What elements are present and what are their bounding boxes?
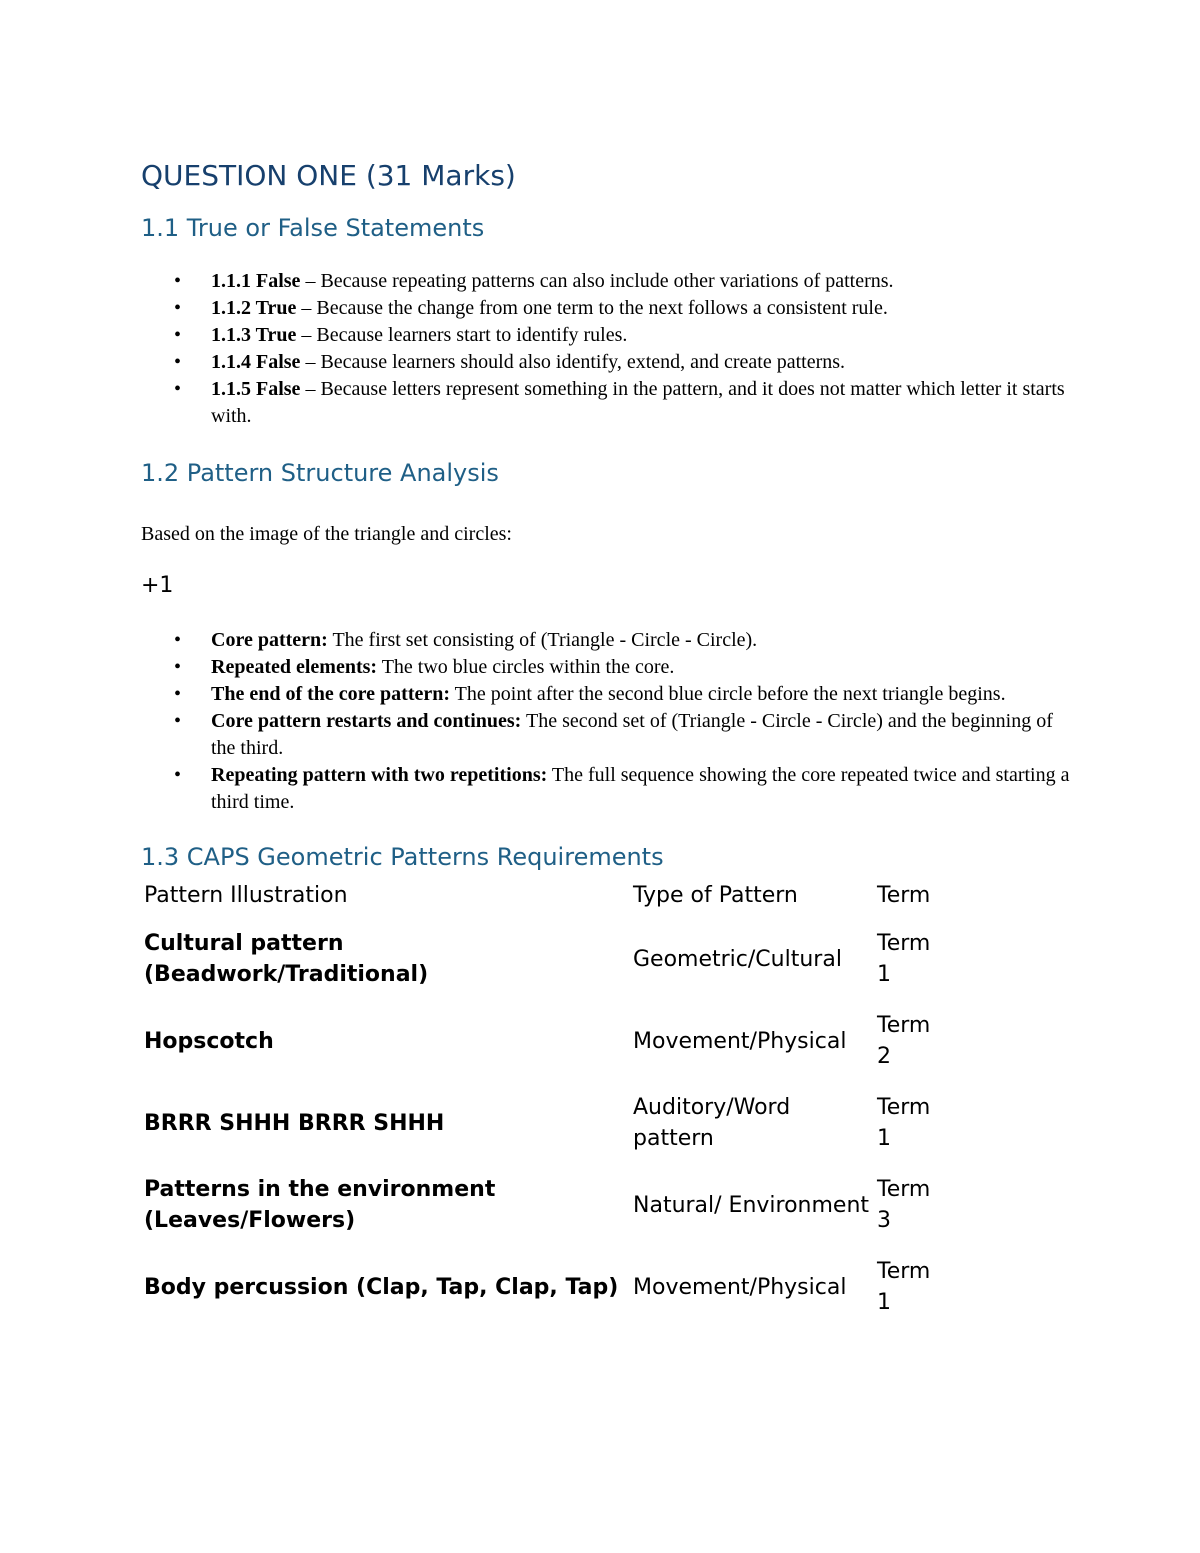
bullet-icon: •	[174, 378, 182, 400]
item-text: – Because learners start to identify rules.	[296, 324, 628, 346]
list-item	[141, 322, 1071, 349]
question-title: QUESTION ONE (31 Marks)	[141, 159, 516, 192]
bullet-icon: •	[174, 351, 182, 373]
list-item	[141, 708, 1071, 762]
list-item	[141, 654, 1071, 681]
list-item	[141, 376, 1071, 430]
bullet-icon: •	[174, 629, 182, 651]
table-cell: Geometric/Cultural	[633, 946, 842, 972]
table-cell: Term 1	[877, 1259, 931, 1315]
item-text: The second set of (Triangle - Circle - Circle) and the beginning of the third.	[211, 710, 1053, 759]
item-label: 1.1.4 False	[211, 351, 301, 373]
item-label: The end of the core pattern:	[211, 683, 451, 705]
table-cell: Cultural pattern (Beadwork/Traditional)	[144, 931, 429, 987]
item-label: Core pattern restarts and continues:	[211, 710, 522, 732]
item-text: – Because the change from one term to the next follows a consistent rule.	[296, 297, 888, 319]
table-cell: Auditory/Word pattern	[633, 1095, 791, 1151]
item-label: Repeated elements:	[211, 656, 378, 678]
table-cell: Hopscotch	[144, 1028, 274, 1054]
item-label: 1.1.2 True	[211, 297, 297, 319]
item-label: 1.1.1 False	[211, 270, 301, 292]
bullet-icon: •	[174, 297, 182, 319]
bullet-icon: •	[174, 324, 182, 346]
item-label: Core pattern:	[211, 629, 328, 651]
item-label: Repeating pattern with two repetitions:	[211, 764, 548, 786]
item-text: – Because learners should also identify, extend, and create patterns.	[300, 351, 846, 373]
table-cell: Movement/Physical	[633, 1274, 847, 1300]
section-1-1-heading: 1.1 True or False Statements	[141, 214, 485, 242]
item-label: 1.1.3 True	[211, 324, 297, 346]
item-text: The first set consisting of (Triangle - Circle - Circle).	[327, 629, 758, 651]
list-item	[141, 295, 1071, 322]
section-1-3-heading: 1.3 CAPS Geometric Patterns Requirements	[141, 843, 664, 871]
table-row	[142, 918, 952, 1000]
document-page	[141, 150, 1071, 1328]
bullet-icon: •	[174, 656, 182, 678]
item-text: – Because letters represent something in the pattern, and it does not matter which letter it starts with.	[211, 378, 1065, 427]
list-item	[141, 349, 1071, 376]
table-cell: Patterns in the environment (Leaves/Flowers)	[144, 1177, 496, 1233]
bullet-icon: •	[174, 764, 182, 786]
true-false-list	[141, 268, 1071, 430]
table-row	[142, 1000, 952, 1082]
column-header: Type of Pattern	[633, 883, 798, 908]
caps-requirements-table	[142, 880, 952, 1328]
table-cell: Term 3	[877, 1177, 931, 1233]
table-cell: Term 1	[877, 931, 931, 987]
list-item	[141, 627, 1071, 654]
bullet-icon: •	[174, 683, 182, 705]
table-cell: Body percussion (Clap, Tap, Clap, Tap)	[144, 1274, 619, 1300]
item-text: The point after the second blue circle before the next triangle begins.	[450, 683, 1006, 705]
table-cell: Term 1	[877, 1095, 931, 1151]
table-cell: BRRR SHHH BRRR SHHH	[144, 1110, 445, 1136]
intro-text: Based on the image of the triangle and circles:	[141, 523, 512, 545]
table-row	[142, 1164, 952, 1246]
item-text: The full sequence showing the core repeated twice and starting a third time.	[211, 764, 1070, 813]
list-item	[141, 681, 1071, 708]
list-item	[141, 762, 1071, 816]
list-item	[141, 268, 1071, 295]
section-1-2-heading: 1.2 Pattern Structure Analysis	[141, 459, 499, 487]
column-header: Pattern Illustration	[144, 883, 348, 908]
item-text: The two blue circles within the core.	[377, 656, 675, 678]
pattern-structure-list	[141, 627, 1071, 816]
bullet-icon: •	[174, 710, 182, 732]
item-text: – Because repeating patterns can also include other variations of patterns.	[300, 270, 894, 292]
table-row	[142, 1246, 952, 1328]
table-cell: Term 2	[877, 1013, 931, 1069]
column-header: Term	[877, 883, 931, 908]
item-label: 1.1.5 False	[211, 378, 301, 400]
bullet-icon: •	[174, 270, 182, 292]
table-row	[142, 1082, 952, 1164]
table-cell: Natural/ Environment	[633, 1192, 870, 1218]
table-header-row	[142, 880, 952, 918]
table-cell: Movement/Physical	[633, 1028, 847, 1054]
plus-one-text: +1	[141, 573, 174, 598]
